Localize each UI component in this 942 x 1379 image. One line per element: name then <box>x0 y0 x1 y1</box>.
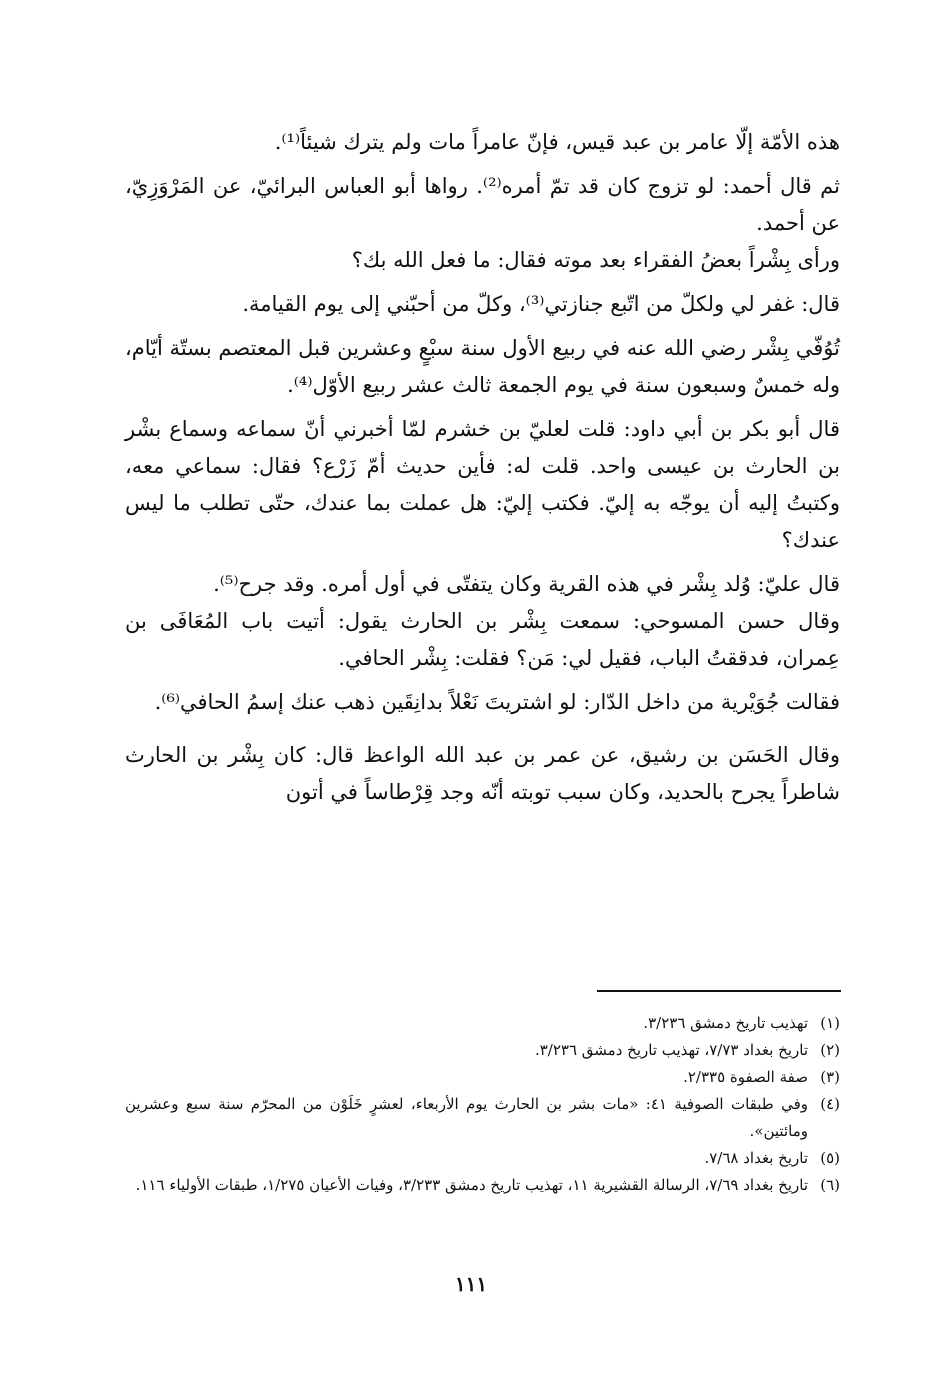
paragraph: قال: غفر لي ولكلّ من اتّبع جنازتي⁽³⁾، وكلّ من أحبّني إلى يوم القيامة. <box>242 292 840 316</box>
footnote <box>125 1091 840 1145</box>
footnote <box>125 1172 840 1199</box>
footnote-text: وفي طبقات الصوفية ٤١: «مات بشر بن الحارث يوم الأربعاء، لعشرٍ خَلَوْن من المحرّم سنة سبع وعشرين ومائتين». <box>125 1095 808 1140</box>
footnote-text: صفة الصفوة ٢/٣٣٥. <box>683 1068 808 1086</box>
paragraph: ورأى بِشْراً بعضُ الفقراء بعد موته فقال: ما فعل الله بك؟ <box>351 248 840 272</box>
main-text <box>125 124 840 811</box>
footnote <box>125 1145 840 1172</box>
footnote <box>125 1010 840 1037</box>
footnote-number: (١) <box>820 1014 840 1032</box>
paragraph: وقال حسن المسوحي: سمعت بِشْر بن الحارث يقول: أتيت باب المُعَافَى بن عِمران، فدققتُ الباب، فقيل لي: مَن؟ فقلت: بِشْر الحافي. <box>125 609 840 670</box>
paragraph: هذه الأمّة إلّا عامر بن عبد قيس، فإنّ عامراً مات ولم يترك شيئاً⁽¹⁾. <box>274 130 840 154</box>
paragraph: قال عليّ: وُلد بِشْر في هذه القرية وكان يتفتّى في أول أمره. وقد جرح⁽⁵⁾. <box>213 572 840 596</box>
footnote-text: تهذيب تاريخ دمشق ٣/٢٣٦. <box>643 1014 808 1032</box>
footnote-divider <box>597 990 841 992</box>
footnote-text: تاريخ بغداد ٧/٦٨. <box>704 1149 808 1167</box>
footnote <box>125 1037 840 1064</box>
footnote-text: تاريخ بغداد ٧/٦٩، الرسالة القشيرية ١١، تهذيب تاريخ دمشق ٣/٢٣٣، وفيات الأعيان ١/٢٧٥، طبقات الأولياء ١١٦. <box>135 1176 808 1194</box>
paragraph: قال أبو بكر بن أبي داود: قلت لعليّ بن خشرم لمّا أخبرني أنّ سماعه وسماع بشْر بن الحارث بن عيسى واحد. قلت له: فأين حديث أمّ زَرْع؟ فقال: سماعي معه، وكتبتُ إليه أن يوجّه به إليّ. فكتب إليّ: هل عملت بما عندك، حتّى تطلب ما ليس عندك؟ <box>125 417 840 552</box>
paragraph: فقالت جُوَيْرية من داخل الدّار: لو اشتريتَ نَعْلاً بدانِقَين ذهب عنك إسمُ الحافي⁽⁶⁾. <box>154 690 840 714</box>
footnote-number: (٥) <box>820 1149 840 1167</box>
paragraph: ثم قال أحمد: لو تزوج كان قد تمّ أمره⁽²⁾. رواها أبو العباس البرائيّ، عن المَرْوَزِيّ، عن أحمد. <box>125 174 840 235</box>
footnote-number: (٤) <box>820 1095 840 1113</box>
paragraph: تُوُفّي بِشْر رضي الله عنه في ربيع الأول سنة سبْعٍ وعشرين قبل المعتصم بستّة أيّام، وله خمسٌ وسبعون سنة في يوم الجمعة ثالث عشر ربيع الأوّل⁽⁴⁾. <box>125 336 840 397</box>
footnote-number: (٣) <box>820 1068 840 1086</box>
footnote-number: (٦) <box>820 1176 840 1194</box>
footnotes <box>125 1010 840 1199</box>
footnote-number: (٢) <box>820 1041 840 1059</box>
footnote-text: تاريخ بغداد ٧/٧٣، تهذيب تاريخ دمشق ٣/٢٣٦. <box>534 1041 808 1059</box>
footnote <box>125 1064 840 1091</box>
paragraph: وقال الحَسَن بن رشيق، عن عمر بن عبد الله الواعظ قال: كان بِشْر بن الحارث شاطراً يجرح بالحديد، وكان سبب توبته أنّه وجد قِرْطاساً في أتون <box>125 743 840 804</box>
page-number: ١١١ <box>454 1272 488 1296</box>
